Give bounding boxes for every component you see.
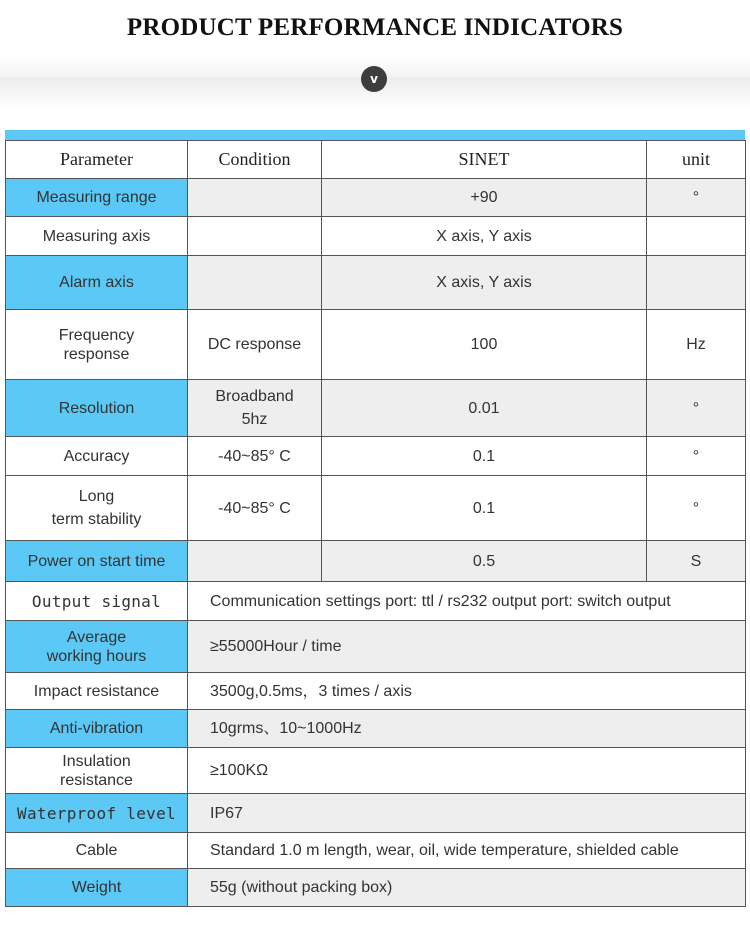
table-top-bar — [5, 130, 745, 140]
param-alarm-axis: Alarm axis — [6, 256, 188, 310]
param-output-signal: Output signal — [6, 582, 188, 621]
param-average-working-hours-line1: Average — [66, 628, 127, 646]
value-resolution: 0.01 — [322, 380, 647, 437]
value-power-on-start-time: 0.5 — [322, 541, 647, 582]
param-impact-resistance: Impact resistance — [6, 673, 188, 710]
param-frequency-response-line2: response — [63, 345, 130, 363]
table-row — [6, 541, 746, 582]
condition-resolution — [188, 380, 322, 437]
value-weight: 55g (without packing box) — [188, 869, 746, 907]
header-unit: unit — [647, 141, 746, 179]
param-long-term-stability-line2: term stability — [51, 511, 142, 528]
value-alarm-axis: X axis, Y axis — [322, 256, 647, 310]
table-row — [6, 748, 746, 794]
value-cable: Standard 1.0 m length, wear, oil, wide temperature, shielded cable — [188, 833, 746, 869]
table-row — [6, 380, 746, 437]
condition-frequency-response: DC response — [188, 310, 322, 380]
condition-measuring-axis — [188, 217, 322, 256]
param-measuring-axis: Measuring axis — [6, 217, 188, 256]
table-row — [6, 582, 746, 621]
value-anti-vibration: 10grms、10~1000Hz — [188, 710, 746, 748]
value-waterproof-level: IP67 — [188, 794, 746, 833]
unit-long-term-stability: ° — [647, 476, 746, 541]
condition-resolution-line2: 5hz — [241, 411, 268, 428]
table-row — [6, 179, 746, 217]
condition-accuracy: -40~85° C — [188, 437, 322, 476]
param-frequency-response-line1: Frequency — [58, 326, 135, 344]
table-row — [6, 794, 746, 833]
table-row — [6, 833, 746, 869]
param-anti-vibration: Anti-vibration — [6, 710, 188, 748]
param-insulation-resistance — [6, 748, 188, 794]
value-output-signal: Communication settings port: ttl / rs232 output port: switch output — [188, 582, 746, 621]
table-row — [6, 217, 746, 256]
unit-measuring-range: ° — [647, 179, 746, 217]
param-long-term-stability-line1: Long — [78, 488, 115, 505]
param-waterproof-level: Waterproof level — [6, 794, 188, 833]
value-average-working-hours: ≥55000Hour / time — [188, 621, 746, 673]
param-average-working-hours — [6, 621, 188, 673]
condition-measuring-range — [188, 179, 322, 217]
value-accuracy: 0.1 — [322, 437, 647, 476]
table-row — [6, 673, 746, 710]
value-insulation-resistance: ≥100KΩ — [188, 748, 746, 794]
table-row — [6, 869, 746, 907]
value-measuring-range: +90 — [322, 179, 647, 217]
table-row — [6, 256, 746, 310]
condition-resolution-line1: Broadband — [215, 388, 294, 405]
unit-resolution: ° — [647, 380, 746, 437]
value-impact-resistance: 3500g,0.5ms，3 times / axis — [188, 673, 746, 710]
unit-frequency-response: Hz — [647, 310, 746, 380]
unit-power-on-start-time: S — [647, 541, 746, 582]
chevron-down-icon: v — [361, 66, 387, 92]
param-insulation-resistance-line1: Insulation — [62, 752, 131, 770]
value-frequency-response: 100 — [322, 310, 647, 380]
unit-measuring-axis — [647, 217, 746, 256]
table-row — [6, 710, 746, 748]
table-row — [6, 476, 746, 541]
value-measuring-axis: X axis, Y axis — [322, 217, 647, 256]
value-long-term-stability: 0.1 — [322, 476, 647, 541]
param-long-term-stability — [6, 476, 188, 541]
condition-long-term-stability: -40~85° C — [188, 476, 322, 541]
param-resolution: Resolution — [6, 380, 188, 437]
unit-accuracy: ° — [647, 437, 746, 476]
table-row — [6, 437, 746, 476]
header-condition: Condition — [188, 141, 322, 179]
param-insulation-resistance-line2: resistance — [60, 771, 133, 789]
param-average-working-hours-line2: working hours — [46, 647, 147, 665]
param-accuracy: Accuracy — [6, 437, 188, 476]
header-sinet: SINET — [322, 141, 647, 179]
table-header-row — [6, 141, 746, 179]
condition-alarm-axis — [188, 256, 322, 310]
condition-power-on-start-time — [188, 541, 322, 582]
table-row — [6, 310, 746, 380]
header-parameter: Parameter — [6, 141, 188, 179]
table-row — [6, 621, 746, 673]
performance-table — [5, 140, 746, 907]
unit-alarm-axis — [647, 256, 746, 310]
param-measuring-range: Measuring range — [6, 179, 188, 217]
param-frequency-response — [6, 310, 188, 380]
param-cable: Cable — [6, 833, 188, 869]
param-power-on-start-time: Power on start time — [6, 541, 188, 582]
page-title: PRODUCT PERFORMANCE INDICATORS — [126, 14, 624, 41]
param-weight: Weight — [6, 869, 188, 907]
